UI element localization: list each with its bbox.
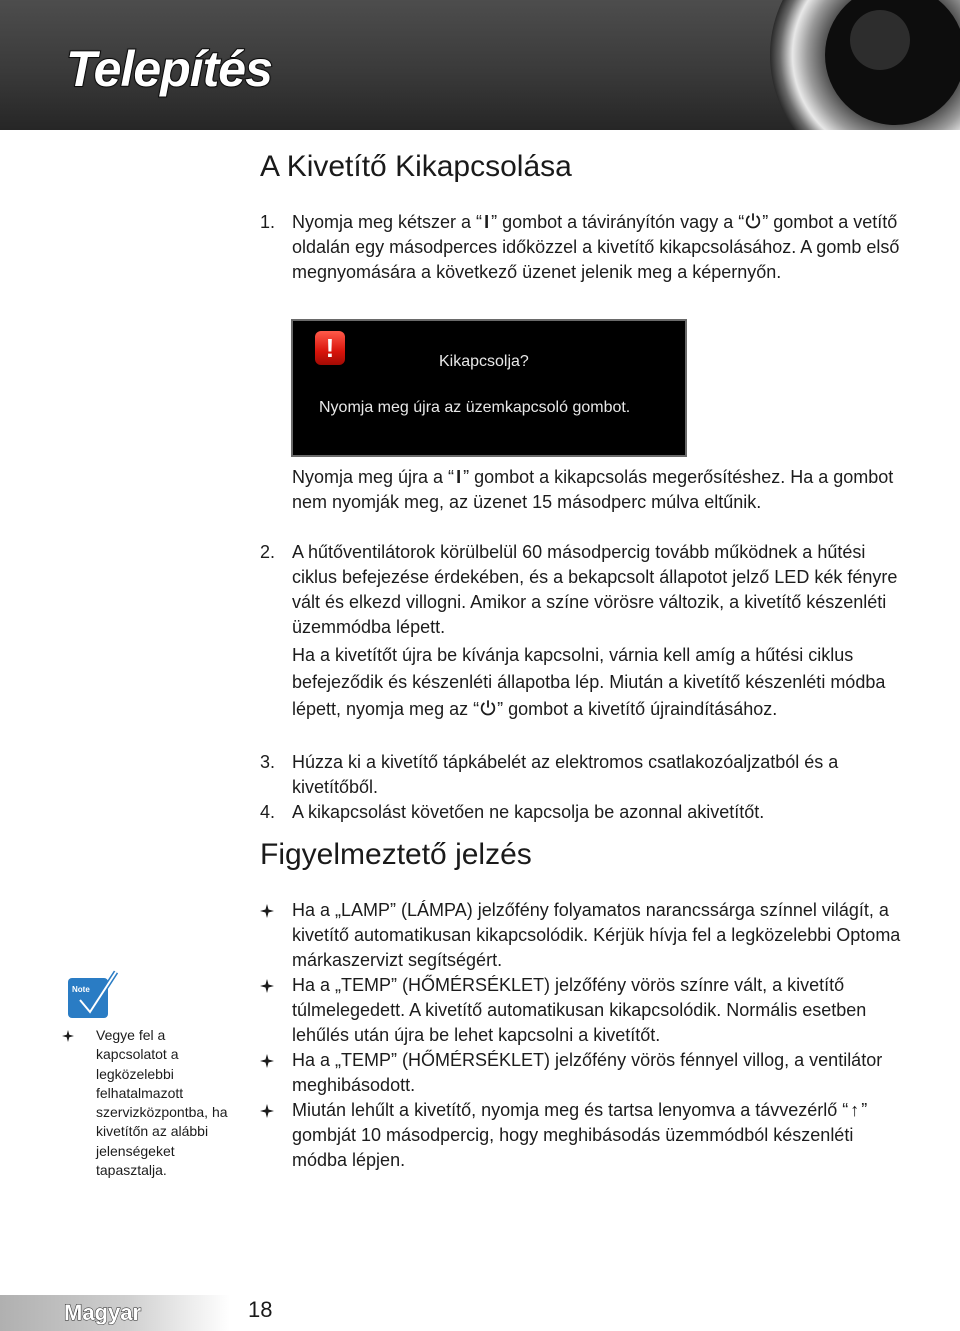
note-text: Vegye fel a kapcsolatot a legközelebbi felhatalmazott szervizközpontba, ha kivetítőn az alábbi jelenségeket tapasztalja.	[96, 1027, 228, 1179]
note-logo-text: Note	[72, 985, 90, 994]
warning-icon: !	[315, 331, 345, 365]
lens-graphic	[770, 0, 960, 130]
step-number: 3.	[260, 752, 276, 772]
step-1: 1. Nyomja meg kétszer a “ I ” gombot a távirányítón vagy a “ ” gombot a vetítő oldalán egy másodperces időközzel a kivetítő kikapcsolásához. A gomb első megnyomására a következő üzenet jelenik meg a képernyőn.	[260, 212, 900, 282]
diamond-bullet-icon	[260, 1054, 274, 1068]
power-icon	[479, 699, 497, 717]
osd-power-off-dialog	[291, 319, 687, 457]
diamond-bullet-icon	[260, 1104, 274, 1118]
remote-power-symbol: I	[456, 467, 462, 487]
remote-power-symbol: I	[484, 212, 490, 232]
osd-title: Kikapcsolja?	[439, 353, 529, 370]
restart-paragraph: Ha a kivetítőt újra be kívánja kapcsolni, várnia kell amíg a hűtési ciklus befejeződik és készenléti állapotba lép. Miután a kivetítő készenléti módba lépett, nyomja meg az “ ” gombot a kivetítő újraindításához.	[292, 645, 886, 719]
step-number: 4.	[260, 802, 276, 822]
list-item: Miután lehűlt a kivetítő, nyomja meg és tartsa lenyomva a távvezérlő “ ↑ ” gombját 10 másodpercig, hogy meghibásodás üzemmódból készenléti módba lépjen.	[260, 1098, 910, 1173]
step-number: 2.	[260, 542, 276, 562]
diamond-bullet-icon	[62, 1030, 74, 1042]
step-3: 3. Húzza ki a kivetítő tápkábelét az elektromos csatlakozóaljzatból és a kivetítőből.	[260, 752, 839, 797]
diamond-bullet-icon	[260, 979, 274, 993]
note-box	[62, 1026, 237, 1180]
list-item: Ha a „LAMP” (LÁMPA) jelzőfény folyamatos narancssárga színnel világít, a kivetítő automatikusan kikapcsolódik. Kérjük hívja fel a legközelebbi Optoma márkaszervizt segítségért.	[260, 898, 910, 973]
osd-message: Nyomja meg újra az üzemkapcsoló gombot.	[319, 399, 631, 416]
section-title-warning: Figyelmeztető jelzés	[260, 838, 532, 871]
note-icon	[66, 970, 118, 1020]
diamond-bullet-icon	[260, 904, 274, 918]
step-number: 1.	[260, 212, 276, 232]
step-2: 2. A hűtőventilátorok körülbelül 60 másodpercig tovább működnek a hűtési ciklus befejezése érdekében, és a bekapcsolt állapotot jelző LED kék fényre vált és elkezd villogni. Amikor a színe vörösre változik, a kivetítő készenléti üzemmódba lépett.	[260, 542, 898, 637]
confirm-paragraph: Nyomja meg újra a “ I ” gombot a kikapcsolás megerősítéshez. Ha a gombot nem nyomják meg, az üzenet 15 másodperc múlva eltűnik.	[292, 467, 894, 512]
warning-list	[260, 898, 910, 1173]
list-item: Ha a „TEMP” (HŐMÉRSÉKLET) jelzőfény vörös színre vált, a kivetítő túlmelegedett. A kivetítő automatikusan kikapcsolódik. Normális esetben lehűlés után újra be lehet kapcsolni a kivetítőt.	[260, 973, 910, 1048]
chapter-title: Telepítés	[66, 41, 272, 97]
step-4: 4. A kikapcsolást követően ne kapcsolja be azonnal akivetítőt.	[260, 800, 910, 825]
footer-language: Magyar	[64, 1300, 142, 1325]
header-banner	[0, 0, 960, 130]
power-icon	[744, 212, 762, 230]
up-arrow-icon: ↑	[850, 1100, 860, 1120]
section-title-power-off: A Kivetítő Kikapcsolása	[260, 150, 572, 183]
page-number: 18	[248, 1297, 273, 1322]
list-item: Ha a „TEMP” (HŐMÉRSÉKLET) jelzőfény vörös fénnyel villog, a ventilátor meghibásodott.	[260, 1048, 910, 1098]
